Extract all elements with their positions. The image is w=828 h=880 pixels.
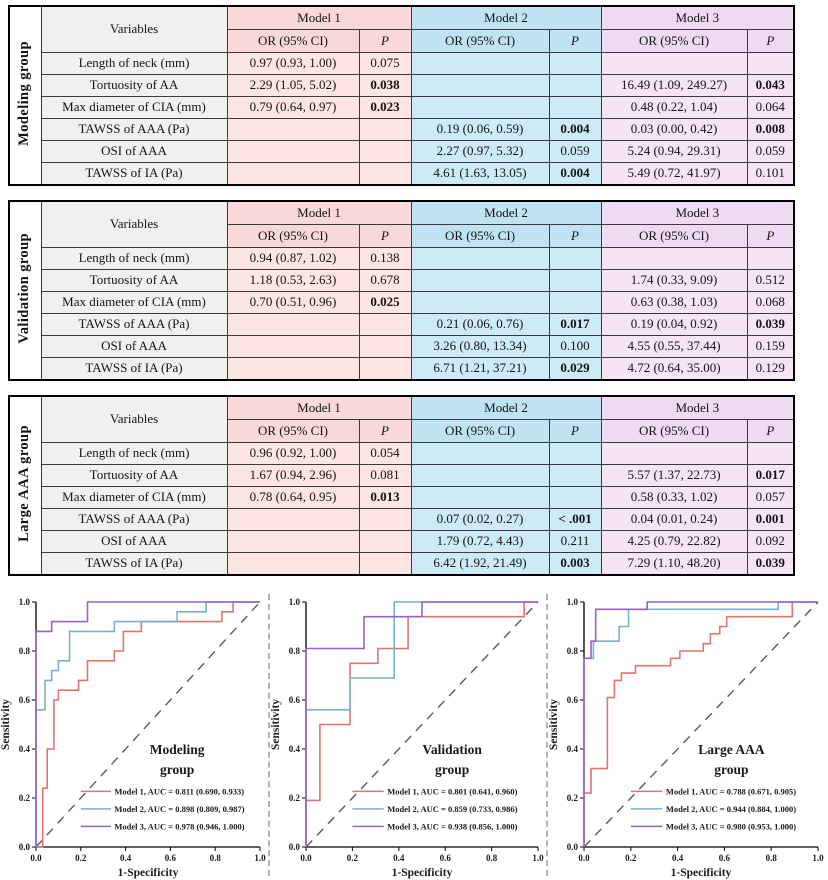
or-ci-cell: 0.63 (0.38, 1.03) (601, 292, 747, 314)
group-label (9, 396, 41, 575)
p-value-cell (747, 53, 794, 75)
p-value-cell (359, 509, 411, 531)
or-ci-cell (227, 119, 359, 141)
p-value-cell (549, 292, 601, 314)
or-ci-cell (601, 53, 747, 75)
table-row (9, 292, 794, 314)
legend-entry: Model 1, AUC = 0.811 (0.690, 0.933) (114, 786, 245, 797)
legend-entry: Model 2, AUC = 0.944 (0.884, 1.000) (665, 803, 797, 814)
or-ci-header: OR (95% CI) (227, 420, 359, 443)
p-value-cell: 0.001 (747, 509, 794, 531)
or-ci-cell (227, 314, 359, 336)
variables-header: Variables (41, 201, 227, 248)
group-label-text: Large AAA group (16, 425, 33, 543)
or-ci-cell (411, 270, 549, 292)
y-tick-label: 0.8 (288, 646, 300, 656)
or-ci-cell: 0.21 (0.06, 0.76) (411, 314, 549, 336)
variable-label: TAWSS of IA (Pa) (41, 553, 227, 576)
p-value-cell: 0.101 (747, 163, 794, 186)
p-value-cell: 0.017 (747, 465, 794, 487)
y-tick-label: 0.0 (288, 842, 300, 852)
roc-plots-row (0, 590, 828, 880)
or-ci-cell: 1.79 (0.72, 4.43) (411, 531, 549, 553)
p-value-cell (549, 465, 601, 487)
p-value-cell: 0.059 (747, 141, 794, 163)
x-axis-label: 1-Specificity (670, 867, 732, 879)
or-ci-cell (227, 336, 359, 358)
table-row (9, 465, 794, 487)
x-tick-label: 0.8 (765, 853, 777, 863)
or-ci-cell (227, 141, 359, 163)
model-header: Model 1 (227, 396, 411, 420)
variable-label: OSI of AAA (41, 531, 227, 553)
roc-plot-large-aaa-group (548, 590, 826, 880)
p-value-cell (359, 553, 411, 576)
model-header: Model 2 (411, 396, 601, 420)
p-value-cell: 0.025 (359, 292, 411, 314)
or-ci-header: OR (95% CI) (411, 225, 549, 248)
p-value-cell: 0.064 (747, 97, 794, 119)
legend-entry: Model 3, AUC = 0.978 (0.946, 1.000) (114, 821, 245, 832)
group-label (9, 201, 41, 380)
p-value-cell: 0.092 (747, 531, 794, 553)
or-ci-cell: 4.61 (1.63, 13.05) (411, 163, 549, 186)
or-ci-cell (411, 53, 549, 75)
table-row (9, 119, 794, 141)
or-ci-cell: 2.27 (0.97, 5.32) (411, 141, 549, 163)
p-value-cell: 0.068 (747, 292, 794, 314)
p-value-cell: 0.003 (549, 553, 601, 576)
p-value-cell: 0.075 (359, 53, 411, 75)
or-ci-cell: 5.49 (0.72, 41.97) (601, 163, 747, 186)
legend-entry: Model 2, AUC = 0.898 (0.809, 0.987) (114, 803, 245, 814)
p-header: P (549, 30, 601, 53)
variables-header: Variables (41, 6, 227, 53)
p-value-cell: 0.039 (747, 314, 794, 336)
x-tick-label: 0.6 (164, 853, 177, 863)
p-value-cell: 0.029 (549, 358, 601, 381)
legend-entry: Model 1, AUC = 0.801 (0.641, 0.960) (387, 786, 518, 797)
or-ci-cell: 1.18 (0.53, 2.63) (227, 270, 359, 292)
p-value-cell: 0.004 (549, 119, 601, 141)
or-ci-cell (411, 443, 549, 465)
p-header: P (747, 420, 794, 443)
x-tick-label: 0.8 (209, 853, 221, 863)
variable-label: TAWSS of AAA (Pa) (41, 119, 227, 141)
p-value-cell (549, 270, 601, 292)
roc-plot-modeling-group (0, 590, 268, 880)
legend-entry: Model 3, AUC = 0.938 (0.856, 1.000) (387, 821, 518, 832)
or-ci-cell: 0.58 (0.33, 1.02) (601, 487, 747, 509)
panel-title: group (159, 761, 195, 777)
p-value-cell (747, 248, 794, 270)
y-tick-label: 0.4 (566, 744, 578, 754)
x-tick-label: 0.0 (30, 853, 42, 863)
or-ci-header: OR (95% CI) (601, 420, 747, 443)
table-row (9, 163, 794, 186)
p-value-cell: 0.008 (747, 119, 794, 141)
p-value-cell: 0.057 (747, 487, 794, 509)
p-value-cell: 0.023 (359, 97, 411, 119)
p-header: P (549, 420, 601, 443)
or-ci-cell: 1.74 (0.33, 9.09) (601, 270, 747, 292)
or-ci-cell: 0.04 (0.01, 0.24) (601, 509, 747, 531)
y-axis-label: Sensitivity (270, 698, 282, 751)
or-ci-header: OR (95% CI) (227, 225, 359, 248)
table-row (9, 358, 794, 381)
p-value-cell: 0.129 (747, 358, 794, 381)
table-row (9, 487, 794, 509)
regression-table-large-aaa-group (8, 395, 795, 576)
variable-label: OSI of AAA (41, 141, 227, 163)
or-ci-cell (411, 487, 549, 509)
p-value-cell (549, 487, 601, 509)
y-tick-label: 0.6 (288, 695, 300, 705)
or-ci-cell: 7.29 (1.10, 48.20) (601, 553, 747, 576)
y-tick-label: 1.0 (18, 597, 30, 607)
table-row (9, 509, 794, 531)
or-ci-cell (411, 75, 549, 97)
p-value-cell (549, 443, 601, 465)
p-header: P (747, 225, 794, 248)
p-value-cell: 0.017 (549, 314, 601, 336)
table-row (9, 75, 794, 97)
y-tick-label: 0.0 (18, 842, 30, 852)
panel-title: Large AAA (698, 741, 765, 757)
y-tick-label: 0.4 (18, 744, 30, 754)
p-value-cell: 0.043 (747, 75, 794, 97)
p-value-cell (359, 531, 411, 553)
y-axis-label: Sensitivity (548, 698, 560, 751)
or-ci-cell: 0.96 (0.92, 1.00) (227, 443, 359, 465)
x-tick-label: 1.0 (254, 853, 266, 863)
or-ci-cell (411, 248, 549, 270)
p-value-cell: 0.059 (549, 141, 601, 163)
or-ci-cell: 5.24 (0.94, 29.31) (601, 141, 747, 163)
or-ci-cell: 3.26 (0.80, 13.34) (411, 336, 549, 358)
or-ci-cell: 16.49 (1.09, 249.27) (601, 75, 747, 97)
variable-label: Tortuosity of AA (41, 465, 227, 487)
p-value-cell: 0.678 (359, 270, 411, 292)
table-row (9, 336, 794, 358)
p-value-cell (747, 443, 794, 465)
or-ci-cell: 0.48 (0.22, 1.04) (601, 97, 747, 119)
x-tick-label: 0.2 (625, 853, 637, 863)
p-value-cell: 0.512 (747, 270, 794, 292)
x-axis-label: 1-Specificity (117, 867, 179, 879)
x-tick-label: 0.8 (485, 853, 498, 863)
p-value-cell: 0.054 (359, 443, 411, 465)
p-value-cell (359, 314, 411, 336)
y-tick-label: 0.2 (288, 793, 300, 803)
variable-label: Max diameter of CIA (mm) (41, 487, 227, 509)
or-ci-cell: 0.78 (0.64, 0.95) (227, 487, 359, 509)
p-value-cell: 0.159 (747, 336, 794, 358)
p-header: P (549, 225, 601, 248)
model-header: Model 2 (411, 6, 601, 30)
p-header: P (359, 225, 411, 248)
regression-table-validation-group (8, 200, 795, 381)
p-value-cell: 0.004 (549, 163, 601, 186)
variable-label: Tortuosity of AA (41, 75, 227, 97)
p-value-cell (549, 75, 601, 97)
or-ci-cell: 4.25 (0.79, 22.82) (601, 531, 747, 553)
or-ci-cell: 6.42 (1.92, 21.49) (411, 553, 549, 576)
or-ci-cell: 5.57 (1.37, 22.73) (601, 465, 747, 487)
p-header: P (747, 30, 794, 53)
or-ci-cell: 0.03 (0.00, 0.42) (601, 119, 747, 141)
variable-label: Length of neck (mm) (41, 53, 227, 75)
or-ci-cell: 6.71 (1.21, 37.21) (411, 358, 549, 381)
table-row (9, 141, 794, 163)
or-ci-cell: 0.94 (0.87, 1.02) (227, 248, 359, 270)
table-row (9, 53, 794, 75)
or-ci-cell (227, 358, 359, 381)
p-value-cell (359, 141, 411, 163)
x-tick-label: 0.4 (671, 853, 684, 863)
variable-label: Max diameter of CIA (mm) (41, 97, 227, 119)
variable-label: Max diameter of CIA (mm) (41, 292, 227, 314)
or-ci-cell: 0.70 (0.51, 0.96) (227, 292, 359, 314)
y-tick-label: 0.2 (566, 793, 578, 803)
variable-label: TAWSS of IA (Pa) (41, 163, 227, 186)
group-label-text: Modeling group (16, 41, 33, 147)
or-ci-cell: 1.67 (0.94, 2.96) (227, 465, 359, 487)
or-ci-header: OR (95% CI) (601, 225, 747, 248)
table-row (9, 314, 794, 336)
p-header: P (359, 420, 411, 443)
x-tick-label: 0.6 (439, 853, 451, 863)
regression-table-modeling-group (8, 5, 795, 186)
panel-title: group (435, 761, 470, 777)
y-axis-label: Sensitivity (0, 698, 12, 751)
variable-label: Tortuosity of AA (41, 270, 227, 292)
legend-entry: Model 1, AUC = 0.788 (0.671, 0.905) (665, 786, 797, 797)
model-header: Model 1 (227, 6, 411, 30)
or-ci-header: OR (95% CI) (411, 420, 549, 443)
or-ci-header: OR (95% CI) (411, 30, 549, 53)
panel-title: Modeling (149, 741, 205, 757)
x-tick-label: 0.4 (393, 853, 405, 863)
x-tick-label: 1.0 (532, 853, 544, 863)
table-row (9, 97, 794, 119)
variable-label: TAWSS of IA (Pa) (41, 358, 227, 381)
group-label (9, 6, 41, 185)
p-value-cell (549, 53, 601, 75)
table-row (9, 248, 794, 270)
variable-label: Length of neck (mm) (41, 443, 227, 465)
y-tick-label: 0.8 (566, 646, 578, 656)
variable-label: TAWSS of AAA (Pa) (41, 314, 227, 336)
p-value-cell (549, 97, 601, 119)
x-tick-label: 0.2 (75, 853, 87, 863)
variable-label: Length of neck (mm) (41, 248, 227, 270)
p-header: P (359, 30, 411, 53)
model-header: Model 3 (601, 201, 794, 225)
or-ci-cell: 4.55 (0.55, 37.44) (601, 336, 747, 358)
p-value-cell (359, 336, 411, 358)
table-row (9, 531, 794, 553)
y-tick-label: 0.2 (18, 793, 30, 803)
variables-header: Variables (41, 396, 227, 443)
table-row (9, 553, 794, 576)
x-tick-label: 0.2 (346, 853, 359, 863)
or-ci-header: OR (95% CI) (227, 30, 359, 53)
or-ci-cell: 0.97 (0.93, 1.00) (227, 53, 359, 75)
p-value-cell: 0.039 (747, 553, 794, 576)
panel-title: Validation (422, 741, 482, 757)
x-axis-label: 1-Specificity (391, 867, 453, 879)
p-value-cell: 0.013 (359, 487, 411, 509)
p-value-cell: 0.100 (549, 336, 601, 358)
or-ci-cell: 4.72 (0.64, 35.00) (601, 358, 747, 381)
or-ci-cell (227, 509, 359, 531)
p-value-cell (549, 248, 601, 270)
or-ci-cell: 0.07 (0.02, 0.27) (411, 509, 549, 531)
x-tick-label: 1.0 (812, 853, 824, 863)
or-ci-cell: 0.19 (0.04, 0.92) (601, 314, 747, 336)
p-value-cell (359, 163, 411, 186)
y-tick-label: 0.8 (18, 646, 30, 656)
y-tick-label: 0.4 (288, 744, 300, 754)
y-tick-label: 0.0 (566, 842, 578, 852)
or-ci-cell: 2.29 (1.05, 5.02) (227, 75, 359, 97)
table-row (9, 443, 794, 465)
x-tick-label: 0.0 (300, 853, 312, 863)
or-ci-cell (411, 292, 549, 314)
y-tick-label: 1.0 (566, 597, 578, 607)
y-tick-label: 0.6 (18, 695, 30, 705)
or-ci-cell: 0.19 (0.06, 0.59) (411, 119, 549, 141)
p-value-cell (359, 119, 411, 141)
legend-entry: Model 3, AUC = 0.980 (0.953, 1.000) (665, 821, 797, 832)
or-ci-cell (601, 443, 747, 465)
model-header: Model 3 (601, 6, 794, 30)
or-ci-cell: 0.79 (0.64, 0.97) (227, 97, 359, 119)
p-value-cell: 0.081 (359, 465, 411, 487)
roc-plot-validation-group (270, 590, 546, 880)
y-tick-label: 0.6 (566, 695, 578, 705)
y-tick-label: 1.0 (288, 597, 300, 607)
p-value-cell (359, 358, 411, 381)
model-header: Model 2 (411, 201, 601, 225)
legend-entry: Model 2, AUC = 0.859 (0.733, 0.986) (387, 803, 518, 814)
model-header: Model 1 (227, 201, 411, 225)
x-tick-label: 0.0 (578, 853, 590, 863)
x-tick-label: 0.6 (718, 853, 731, 863)
variable-label: TAWSS of AAA (Pa) (41, 509, 227, 531)
p-value-cell: < .001 (549, 509, 601, 531)
or-ci-cell (411, 465, 549, 487)
p-value-cell: 0.138 (359, 248, 411, 270)
or-ci-cell (227, 553, 359, 576)
or-ci-cell (227, 163, 359, 186)
or-ci-cell (227, 531, 359, 553)
panel-title: group (714, 761, 749, 777)
or-ci-header: OR (95% CI) (601, 30, 747, 53)
p-value-cell: 0.038 (359, 75, 411, 97)
x-tick-label: 0.4 (119, 853, 132, 863)
group-label-text: Validation group (16, 233, 33, 345)
or-ci-cell (411, 97, 549, 119)
model-header: Model 3 (601, 396, 794, 420)
or-ci-cell (601, 248, 747, 270)
table-row (9, 270, 794, 292)
p-value-cell: 0.211 (549, 531, 601, 553)
variable-label: OSI of AAA (41, 336, 227, 358)
